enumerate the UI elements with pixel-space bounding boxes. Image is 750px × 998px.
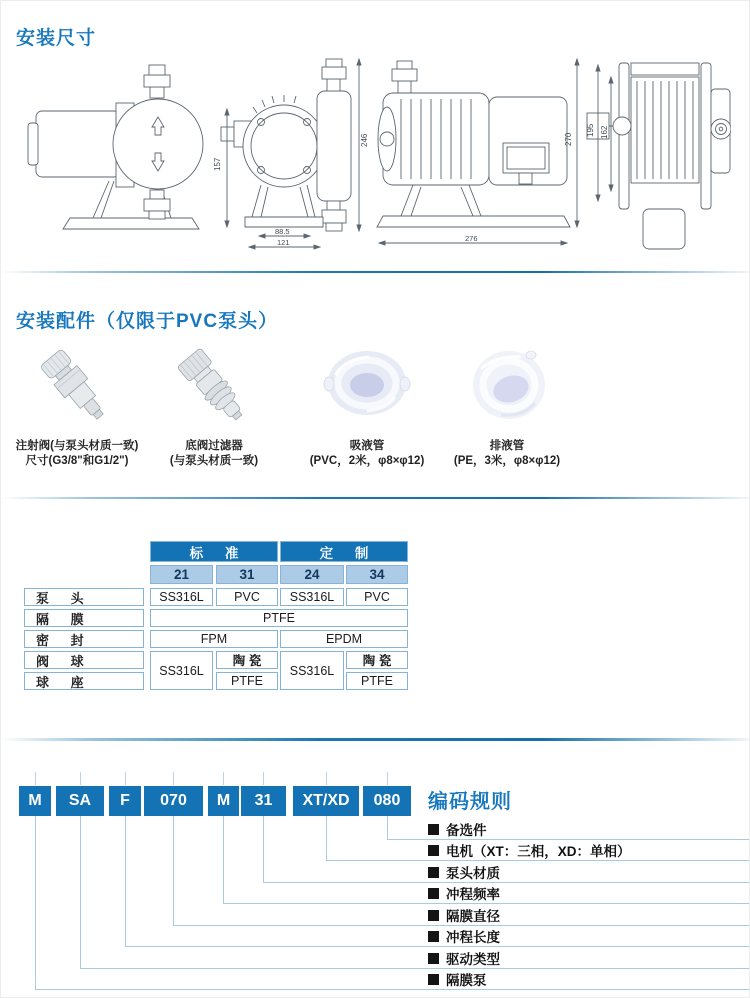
tick-mark — [125, 772, 126, 785]
connector-sa — [80, 816, 81, 968]
code-box-080: 080 — [363, 786, 411, 816]
code-box-m2: M — [208, 786, 239, 816]
tick-mark — [387, 772, 388, 785]
connector-xtxd — [326, 816, 327, 860]
connector-31 — [263, 816, 264, 882]
pump-dimension-drawings — [21, 51, 731, 256]
legend-item-stroke-length: 冲程长度 — [428, 928, 500, 944]
bullet-square-icon — [428, 824, 439, 835]
table-code-31: 31 — [216, 565, 278, 584]
cell-pump-head-31: PVC — [216, 588, 278, 606]
bullet-square-icon — [428, 931, 439, 942]
row-label-diaphragm: 隔 膜 — [24, 609, 144, 627]
legend-item-drive-type: 驱动类型 — [428, 950, 500, 966]
code-box-070: 070 — [144, 786, 203, 816]
section-title-dimensions: 安装尺寸 — [16, 28, 97, 49]
cell-pump-head-24: SS316L — [280, 588, 344, 606]
cell-valveball-seat-21: SS316L — [150, 651, 213, 690]
legend-item-diaphragm-diameter: 隔膜直径 — [428, 907, 500, 923]
svg-text:270: 270 — [564, 132, 573, 146]
legend-line — [80, 968, 749, 969]
legend-item-options: 备选件 — [428, 821, 487, 837]
code-box-m1: M — [19, 786, 51, 816]
legend-line — [125, 946, 749, 947]
cell-valveball-34: 陶 瓷 — [346, 651, 408, 669]
tick-mark — [223, 772, 224, 785]
svg-text:162: 162 — [600, 125, 609, 139]
row-label-ball-seat: 球 座 — [24, 672, 144, 690]
svg-text:88.5: 88.5 — [275, 227, 290, 236]
cell-diaphragm-all: PTFE — [150, 609, 408, 627]
tick-mark — [326, 772, 327, 785]
foot-valve-filter-image — [167, 347, 263, 431]
bullet-square-icon — [428, 845, 439, 856]
table-code-34: 34 — [346, 565, 408, 584]
row-label-pump-head: 泵 头 — [24, 588, 144, 606]
legend-item-motor: 电机（XT：三相，XD：单相） — [428, 842, 631, 858]
table-code-24: 24 — [280, 565, 344, 584]
cell-ballseat-34: PTFE — [346, 672, 408, 690]
connector-f — [125, 816, 126, 946]
coding-rules-title: 编码规则 — [428, 791, 512, 813]
drawing-side-view-right — [377, 59, 579, 245]
svg-text:157: 157 — [213, 157, 222, 171]
tick-mark — [80, 772, 81, 785]
legend-line — [326, 860, 749, 861]
legend-item-stroke-frequency: 冲程频率 — [428, 885, 500, 901]
table-code-21: 21 — [150, 565, 213, 584]
legend-item-diaphragm-pump: 隔膜泵 — [428, 971, 487, 987]
tick-mark — [35, 772, 36, 785]
drawing-front-view — [213, 59, 369, 249]
cell-seal-custom: EPDM — [280, 630, 408, 648]
code-box-31: 31 — [241, 786, 286, 816]
cell-valveball-seat-24: SS316L — [280, 651, 344, 690]
cell-valveball-31: 陶 瓷 — [216, 651, 278, 669]
legend-item-head-material: 泵头材质 — [428, 864, 500, 880]
cell-pump-head-34: PVC — [346, 588, 408, 606]
legend-line — [223, 903, 749, 904]
drawing-side-view-left — [28, 65, 203, 229]
legend-line — [263, 882, 749, 883]
svg-text:121: 121 — [277, 238, 290, 247]
suction-tube-image — [319, 345, 415, 429]
connector-080 — [387, 816, 388, 839]
code-box-f: F — [109, 786, 141, 816]
row-label-valve-ball: 阀 球 — [24, 651, 144, 669]
materials-table — [24, 541, 408, 691]
table-header-standard: 标 准 — [150, 541, 278, 562]
connector-m1 — [35, 816, 36, 989]
cell-pump-head-21: SS316L — [150, 588, 213, 606]
bullet-square-icon — [428, 910, 439, 921]
cell-seal-standard: FPM — [150, 630, 278, 648]
bullet-square-icon — [428, 867, 439, 878]
connector-070 — [173, 816, 174, 925]
code-box-xtxd: XT/XD — [293, 786, 359, 816]
svg-text:195: 195 — [586, 123, 595, 137]
tick-mark — [263, 772, 264, 785]
legend-line — [35, 989, 749, 990]
connector-m2 — [223, 816, 224, 903]
discharge-tube-image — [461, 345, 557, 429]
caption-foot-valve: 底阀过滤器 (与泵头材质一致) — [169, 440, 259, 468]
drawing-top-view — [586, 63, 731, 249]
caption-suction-tube: 吸液管 (PVC，2米，φ8×φ12) — [309, 440, 425, 468]
row-label-seal: 密 封 — [24, 630, 144, 648]
section-divider — [1, 497, 750, 499]
injection-valve-image — [29, 347, 125, 431]
caption-injection-valve: 注射阀(与泵头材质一致) 尺寸(G3/8"和G1/2") — [15, 440, 139, 468]
cell-ballseat-31: PTFE — [216, 672, 278, 690]
svg-text:246: 246 — [360, 133, 369, 147]
section-divider — [1, 738, 750, 741]
code-box-sa: SA — [56, 786, 104, 816]
svg-text:276: 276 — [465, 234, 478, 243]
bullet-square-icon — [428, 974, 439, 985]
tick-mark — [173, 772, 174, 785]
section-divider — [1, 271, 750, 273]
caption-discharge-tube: 排液管 (PE，3米，φ8×φ12) — [453, 440, 561, 468]
section-title-accessories: 安装配件（仅限于PVC泵头） — [16, 311, 279, 332]
bullet-square-icon — [428, 953, 439, 964]
bullet-square-icon — [428, 888, 439, 899]
table-header-custom: 定 制 — [280, 541, 408, 562]
